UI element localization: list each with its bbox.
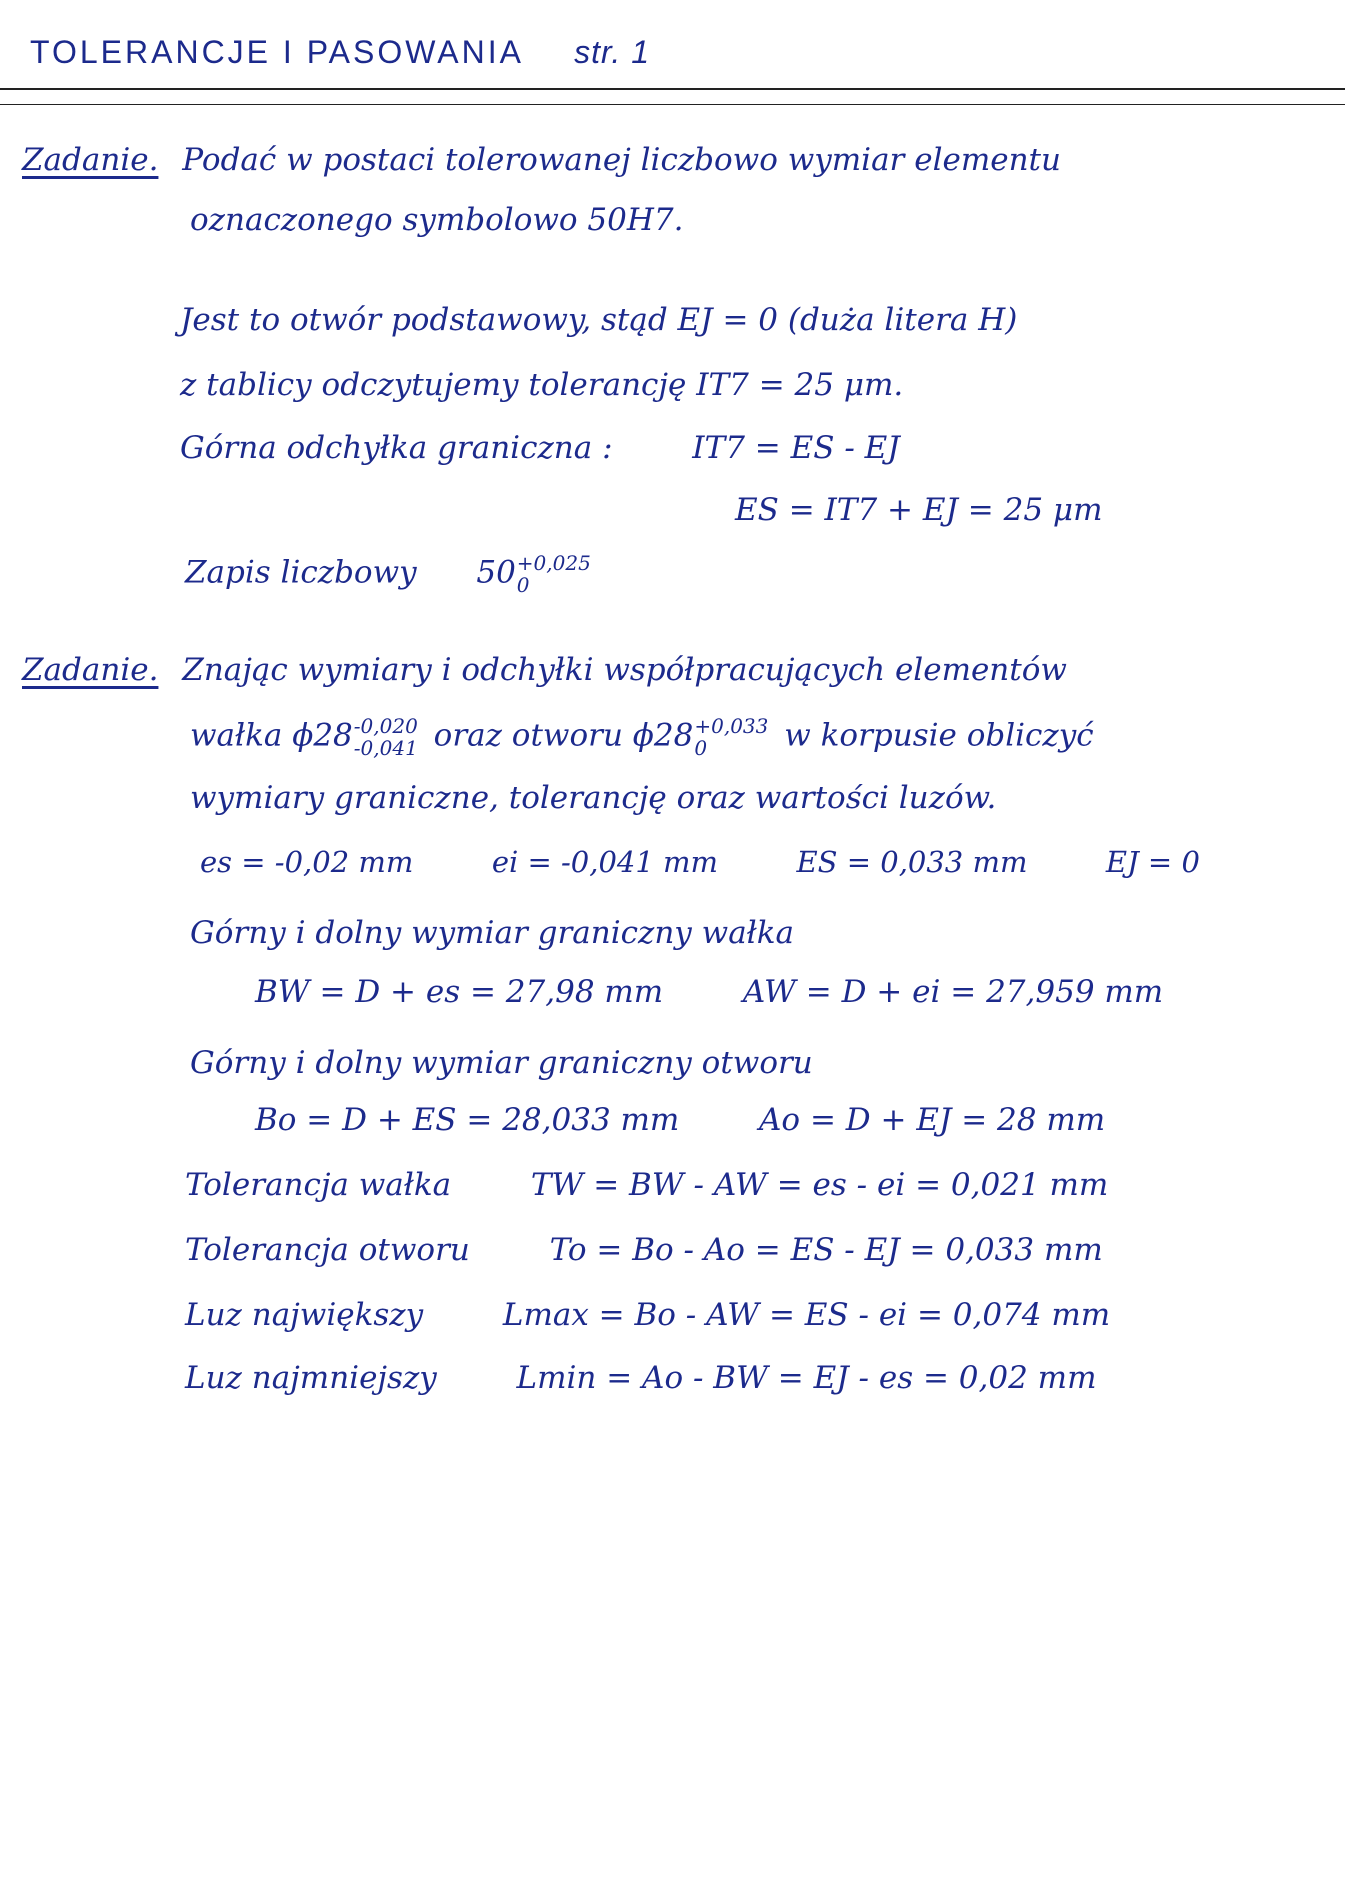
task1-line1	[22, 140, 1061, 180]
task1-line6: ES = IT7 + EJ = 25 μm	[735, 492, 1103, 528]
shaft-limits-row	[255, 972, 1163, 1012]
numeric-notation-label: Zapis liczbowy	[185, 554, 417, 591]
page-title: TOLERANCJE I PASOWANIA	[30, 34, 523, 70]
tolerance-stack	[517, 552, 591, 596]
shaft-word: wałka	[190, 717, 283, 754]
hole-tolerance-row	[185, 1230, 1103, 1270]
hole-limits-row	[255, 1100, 1105, 1140]
deviations-row	[200, 842, 1200, 882]
hole-tolerance-label: Tolerancja otworu	[185, 1232, 470, 1268]
task2-line1	[22, 650, 1067, 690]
max-clearance-equation: Lmax = Bo - AW = ES - ei = 0,074 mm	[502, 1297, 1111, 1333]
shaft-limits-title: Górny i dolny wymiar graniczny wałka	[190, 915, 795, 951]
header-rule-thin	[0, 104, 1345, 105]
task2-line2-end: w korpusie obliczyć	[784, 717, 1094, 754]
shaft-lower: -0,041	[353, 736, 418, 760]
task1-line3: Jest to otwór podstawowy, stąd EJ = 0 (duża litera H)	[180, 302, 1018, 338]
hole-tolerance-equation: To = Bo - Ao = ES - EJ = 0,033 mm	[549, 1232, 1103, 1268]
hole-lower: 0	[694, 736, 708, 760]
min-clearance-row	[185, 1358, 1096, 1398]
hole-upper: +0,033	[694, 714, 769, 738]
task1-line2: oznaczonego symbolowo 50H7.	[190, 202, 684, 238]
tolerance-lower: 0	[516, 573, 530, 597]
page-header	[30, 34, 650, 71]
ei-value: ei = -0,041 mm	[491, 845, 719, 879]
shaft-lower-limit: AW = D + ei = 27,959 mm	[742, 974, 1164, 1010]
and-hole-word: oraz otworu	[433, 717, 623, 754]
shaft-tolerance-label: Tolerancja wałka	[185, 1167, 452, 1203]
shaft-upper-limit: BW = D + es = 27,98 mm	[255, 974, 664, 1010]
task2-line2	[190, 715, 1094, 759]
hole-lower-limit: Ao = D + EJ = 28 mm	[759, 1102, 1106, 1138]
task1-line5	[180, 428, 900, 468]
shaft-dimension: ϕ28	[292, 717, 353, 754]
hole-upper-limit: Bo = D + ES = 28,033 mm	[255, 1102, 680, 1138]
tolerance-upper: +0,025	[516, 551, 591, 575]
ES-value: ES = 0,033 mm	[796, 845, 1028, 879]
task1-line4: z tablicy odczytujemy tolerancję IT7 = 25 μm.	[180, 367, 904, 403]
hole-dimension: ϕ28	[632, 717, 694, 754]
shaft-tolerance-row	[185, 1165, 1108, 1205]
task1-line7	[185, 552, 597, 596]
max-clearance-row	[185, 1295, 1110, 1335]
shaft-tolerance-stack	[354, 715, 418, 759]
es-value: es = -0,02 mm	[200, 845, 414, 879]
min-clearance-equation: Lmin = Ao - BW = EJ - es = 0,02 mm	[516, 1360, 1097, 1396]
task2-statement: Znając wymiary i odchyłki współpracujących elementów	[182, 652, 1067, 688]
shaft-upper: -0,020	[353, 714, 418, 738]
shaft-tolerance-equation: TW = BW - AW = es - ei = 0,021 mm	[530, 1167, 1109, 1203]
page-number: str. 1	[574, 34, 650, 70]
task1-statement: Podać w postaci tolerowanej liczbowo wymiar elementu	[182, 142, 1061, 178]
task2-line3: wymiary graniczne, tolerancję oraz wartości luzów.	[190, 780, 997, 816]
dimension-base: 50	[476, 554, 516, 591]
min-clearance-label: Luz najmniejszy	[185, 1360, 437, 1396]
hole-limits-title: Górny i dolny wymiar graniczny otworu	[190, 1045, 813, 1081]
task2-label: Zadanie.	[22, 652, 159, 688]
header-rule	[0, 88, 1345, 90]
max-clearance-label: Luz największy	[185, 1297, 424, 1333]
upper-deviation-equation: IT7 = ES - EJ	[692, 430, 900, 466]
upper-deviation-label: Górna odchyłka graniczna :	[180, 430, 613, 466]
EJ-value: EJ = 0	[1105, 845, 1200, 879]
hole-tolerance-stack	[694, 715, 768, 759]
task1-label: Zadanie.	[22, 142, 159, 178]
